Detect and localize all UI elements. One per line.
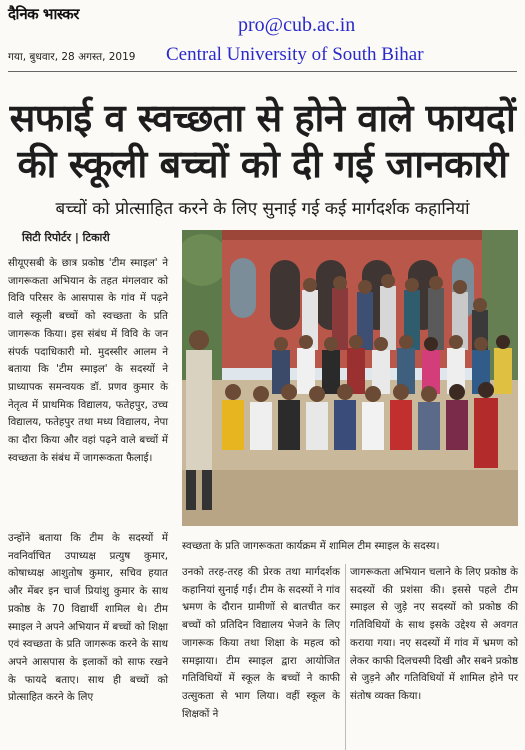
header-rule	[8, 71, 517, 72]
headline-line-2: की स्कूली बच्चों को दी गई जानकारी	[17, 142, 508, 186]
column-divider	[345, 564, 346, 750]
body-column-1-para-1: सीयूएसबी के छात्र प्रकोष्ठ 'टीम स्माइल' ने जागरूकता अभियान के तहत मंगलवार को विवि परिसर के आसपास के गांव में पढ़ने वाले स्कूली बच्चों को स्वच्छता के प्रति जागरूक किया। इस संबंध में विवि के जन संपर्क पदाधिकारी मो. मुदस्सीर आलम ने बताया कि 'टीम स्माइल' के सदस्यों ने प्राध्यापक समन्वयक डॉ. प्रणव कुमार के नेतृत्व में प्राथमिक विद्यालय, फतेहपुर, उच्च विद्यालय, फतेहपुर तथा मध्य विद्यालय, नेपा का दौरा किया और वहां पढ़ने वाले बच्चों में स्वच्छता के संबंध में जागरूकता फैलाई।	[8, 258, 168, 464]
subheadline: बच्चों को प्रोत्साहित करने के लिए सुनाई गई कई मार्गदर्शक कहानियां	[55, 199, 470, 219]
group-photo	[182, 230, 518, 526]
body-column-2: उनको तरह-तरह की प्रेरक तथा मार्गदर्शक कहानियां सुनाई गईं। टीम के सदस्यों ने गांव भ्रमण के दौरान ग्रामीणों से बातचीत कर बच्चों को प्रतिदिन विद्यालय भेजने के लिए जागरूक किया तथा शिक्षा के महत्व को समझाया। टीम स्माइल द्वारा आयोजित गतिविधियों में स्कूल के बच्चों ने काफी उत्सुकता से भाग लिया। वहीं स्कूल के शिक्षकों ने	[182, 567, 340, 720]
institution-email: pro@cub.ac.in	[238, 14, 356, 36]
institution-name: Central University of South Bihar	[166, 44, 424, 65]
headline-line-1: सफाई व स्वच्छता से होने वाले फायदों	[9, 96, 516, 140]
newspaper-logo: दैनिक भास्कर	[8, 5, 79, 23]
dateline: गया, बुधवार, 28 अगस्त, 2019	[8, 51, 136, 63]
body-column-3: जागरूकता अभियान चलाने के लिए प्रकोष्ठ के सदस्यों की प्रशंसा की। इससे पहले टीम स्माइल से जुड़े नए सदस्यों को प्रकोष्ठ की गतिविधियों के साथ इसके उद्देश्य से अवगत कराया गया। नए सदस्यों में गांव में भ्रमण को लेकर काफी दिलचस्पी दिखी और सबने प्रकोष्ठ से जुड़ने और गतिविधियों में शामिल होने पर संतोष व्यक्त किया।	[350, 567, 518, 702]
body-column-1-para-2: उन्होंने बताया कि टीम के सदस्यों में नवनिर्वाचित उपाध्यक्ष प्रत्युष कुमार, कोषाध्यक्ष आशुतोष कुमार, सचिव हयात और मेंबर इन चार्ज प्रियांशु कुमार के साथ प्रकोष्ठ के 70 विद्यार्थी शामिल थे। टीम स्माइल ने अपने अभियान में बच्चों को शिक्षा एवं स्वच्छता के प्रति जागरूक करने के साथ अपने आसपास के इलाकों को साफ रखने के फायदे बताए। साथ ही बच्चों को प्रोत्साहित करने के लिए	[8, 533, 168, 704]
photo-caption: स्वच्छता के प्रति जागरूकता कार्यक्रम में शामिल टीम स्माइल के सदस्य।	[182, 541, 440, 552]
byline: सिटी रिपोर्टर | टिकारी	[22, 231, 110, 244]
